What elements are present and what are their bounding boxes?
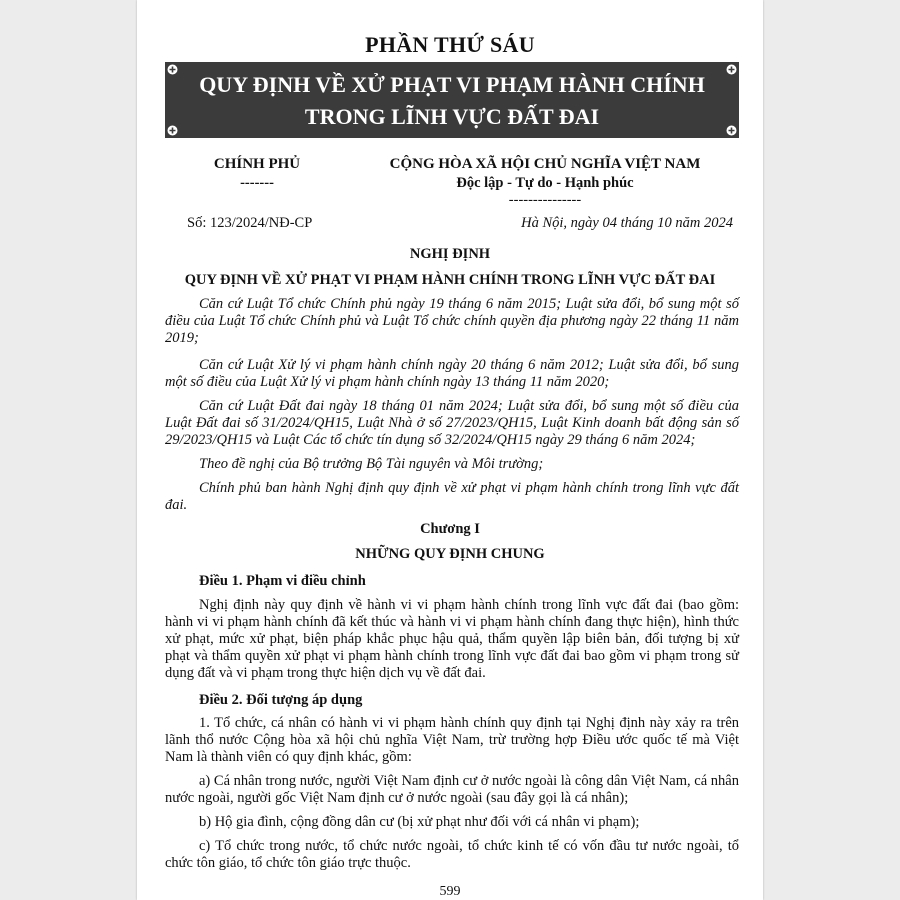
corner-ornament-icon — [167, 64, 178, 75]
decree-title: QUY ĐỊNH VỀ XỬ PHẠT VI PHẠM HÀNH CHÍNH TRONG LĨNH VỰC ĐẤT ĐAI — [184, 272, 716, 288]
part-banner — [165, 62, 739, 138]
banner-line-2: TRONG LĨNH VỰC ĐẤT ĐAI — [304, 104, 600, 129]
national-motto: Độc lập - Tự do - Hạnh phúc — [456, 175, 634, 191]
document-page — [137, 0, 763, 900]
chapter-title: NHỮNG QUY ĐỊNH CHUNG — [355, 546, 545, 562]
preamble-5: Chính phủ ban hành Nghị định quy định về xử phạt vi phạm hành chính trong lĩnh vực đất đai. — [165, 480, 739, 513]
motto-rule: --------------- — [508, 192, 582, 208]
preamble-2: Căn cứ Luật Xử lý vi phạm hành chính ngày 20 tháng 6 năm 2012; Luật sửa đổi, bổ sung một số điều của Luật Xử lý vi phạm hành chính ngày 13 tháng 11 năm 2020; — [165, 357, 739, 390]
document-number: Số: 123/2024/NĐ-CP — [187, 215, 313, 231]
article-2-point-a: a) Cá nhân trong nước, người Việt Nam định cư ở nước ngoài là công dân Việt Nam, cá nhân nước ngoài, người gốc Việt Nam định cư ở nước ngoài (sau đây gọi là cá nhân); — [165, 773, 739, 806]
article-1-body: Nghị định này quy định về hành vi vi phạm hành chính trong lĩnh vực đất đai (bao gồm: hành vi vi phạm hành chính đã kết thúc và hành vi vi phạm hành chính đang thực hiện), hình thức xử phạt, mức xử phạt, biện pháp khắc phục hậu quả, thẩm quyền lập biên bản, đối tượng bị xử phạt và thẩm quyền xử phạt vi phạm hành chính trong lĩnh vực đất đai bao gồm vi phạm trong sử dụng đất và vi phạm trong thực hiện dịch vụ về đất đai. — [165, 597, 739, 681]
preamble-1: Căn cứ Luật Tổ chức Chính phủ ngày 19 tháng 6 năm 2015; Luật sửa đổi, bổ sung một số điều của Luật Tổ chức Chính phủ và Luật Tổ chức chính quyền địa phương ngày 22 tháng 11 năm 2019; — [165, 296, 739, 346]
article-2-point-b: b) Hộ gia đình, cộng đồng dân cư (bị xử phạt như đối với cá nhân vi phạm); — [199, 814, 640, 830]
article-2-clause-1: 1. Tổ chức, cá nhân có hành vi vi phạm hành chính quy định tại Nghị định này xảy ra trên lãnh thổ nước Cộng hòa xã hội chủ nghĩa Việt Nam, trừ trường hợp Điều ước quốc tế mà Việt Nam là thành viên có quy định khác, gồm: — [165, 715, 739, 765]
corner-ornament-icon — [726, 125, 737, 136]
preamble-4: Theo đề nghị của Bộ trưởng Bộ Tài nguyên và Môi trường; — [199, 456, 544, 472]
page-number: 599 — [439, 884, 461, 899]
place-date: Hà Nội, ngày 04 tháng 10 năm 2024 — [521, 215, 733, 231]
decree-type: NGHỊ ĐỊNH — [409, 246, 491, 262]
chapter-label: Chương I — [420, 521, 480, 537]
preamble-3: Căn cứ Luật Đất đai ngày 18 tháng 01 năm 2024; Luật sửa đổi, bổ sung một số điều của Luật Đất đai số 31/2024/QH15, Luật Nhà ở số 27/2023/QH15, Luật Kinh doanh bất động sản số 29/2023/QH15 và Luật Các tổ chức tín dụng số 32/2024/QH15 ngày 29 tháng 6 năm 2024; — [165, 398, 739, 448]
article-2-point-c: c) Tổ chức trong nước, tổ chức nước ngoài, tổ chức kinh tế có vốn đầu tư nước ngoài, tổ chức tôn giáo, tổ chức tôn giáo trực thuộc. — [165, 838, 739, 871]
country-name: CỘNG HÒA XÃ HỘI CHỦ NGHĨA VIỆT NAM — [389, 156, 701, 172]
part-title: PHẦN THỨ SÁU — [365, 32, 535, 57]
corner-ornament-icon — [726, 64, 737, 75]
banner-line-1: QUY ĐỊNH VỀ XỬ PHẠT VI PHẠM HÀNH CHÍNH — [199, 72, 705, 97]
issuer-rule: ------- — [240, 175, 274, 191]
corner-ornament-icon — [167, 125, 178, 136]
article-1-heading: Điều 1. Phạm vi điều chỉnh — [199, 573, 366, 589]
article-2-heading: Điều 2. Đối tượng áp dụng — [199, 692, 363, 708]
issuer: CHÍNH PHỦ — [213, 156, 301, 172]
